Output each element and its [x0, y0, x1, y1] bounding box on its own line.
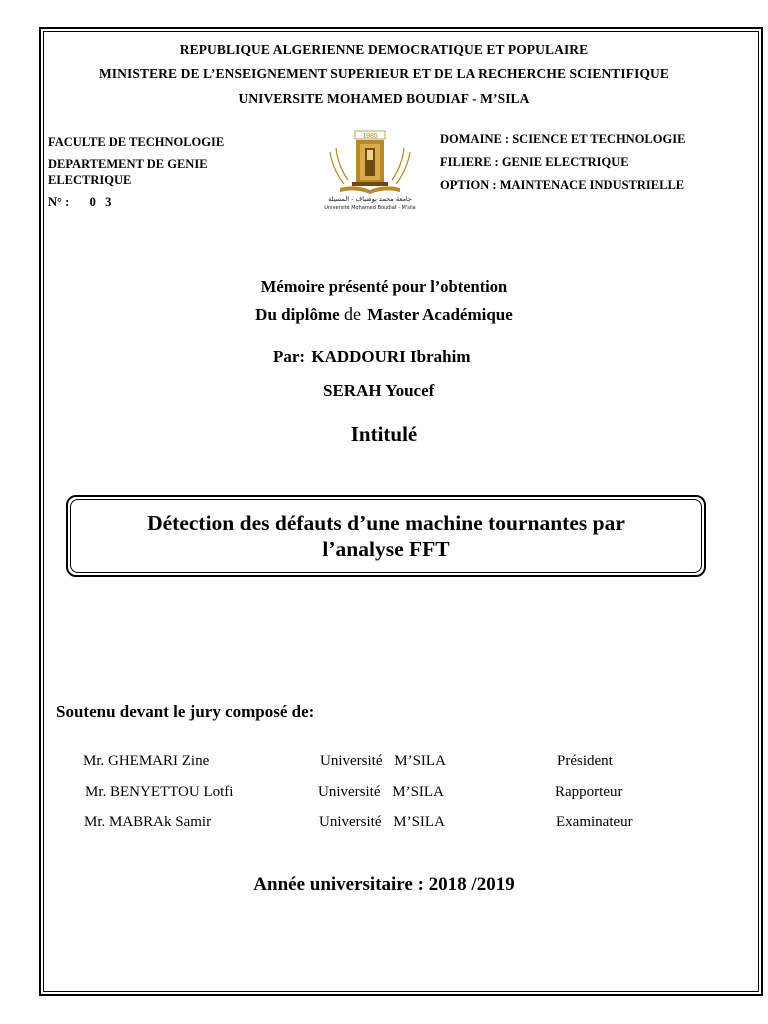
- jury-member-university: [319, 814, 445, 831]
- option-label: OPTION : MAINTENACE INDUSTRIELLE: [440, 178, 685, 192]
- logo-arabic-text: جامعة محمد بوضياف - المسيلة: [328, 195, 412, 203]
- academic-year: Année universitaire : 2018 /2019: [253, 874, 515, 895]
- jury-member-university: [320, 753, 446, 770]
- domain-label: DOMAINE : SCIENCE ET TECHNOLOGIE: [440, 132, 686, 146]
- university-city: M’SILA: [393, 814, 445, 830]
- logo-year: 1985: [362, 133, 378, 140]
- thesis-title-line1: Détection des défauts d’une machine tournantes par: [147, 511, 625, 535]
- jury-member-university: [318, 784, 444, 801]
- faculty-label: FACULTE DE TECHNOLOGIE: [48, 135, 225, 149]
- jury-member-role: Président: [557, 753, 613, 769]
- header-republic: REPUBLIQUE ALGERIENNE DEMOCRATIQUE ET POPULAIRE: [179, 42, 589, 57]
- thesis-title-line2: l’analyse FFT: [322, 537, 450, 561]
- jury-member-role: Rapporteur: [555, 784, 623, 800]
- memoire-master: Master Académique: [367, 305, 513, 324]
- department-label-line2: ELECTRIQUE: [48, 173, 132, 187]
- memoire-line1: Mémoire présenté pour l’obtention: [260, 277, 508, 296]
- thesis-title-box: [70, 499, 702, 573]
- university-word: Université: [319, 814, 382, 830]
- memoire-de: de: [343, 304, 361, 324]
- university-logo-emblem: [318, 128, 422, 212]
- header-ministry: MINISTERE DE L’ENSEIGNEMENT SUPERIEUR ET DE LA RECHERCHE SCIENTIFIQUE: [98, 66, 670, 81]
- number-value: 0 3: [89, 195, 113, 209]
- header-university: UNIVERSITE MOHAMED BOUDIAF - M’SILA: [238, 91, 530, 106]
- jury-heading: Soutenu devant le jury composé de:: [56, 702, 315, 721]
- memoire-line2: [0, 304, 768, 325]
- authors-line1: [273, 347, 471, 367]
- university-city: M’SILA: [394, 753, 446, 769]
- intitule-label: Intitulé: [350, 422, 418, 446]
- jury-member-name: Mr. MABRAk Samir: [84, 814, 212, 830]
- university-city: M’SILA: [392, 784, 444, 800]
- logo-latin-text: Université Mohamed Boudiaf - M'sila: [324, 205, 416, 211]
- number-row: [48, 194, 112, 210]
- par-label: Par:: [273, 347, 306, 366]
- department-label-line1: DEPARTEMENT DE GENIE: [48, 157, 208, 171]
- author-2: SERAH Youcef: [323, 381, 435, 400]
- jury-member-name: Mr. GHEMARI Zine: [83, 753, 210, 769]
- university-logo: [318, 128, 422, 212]
- author-1: KADDOURI Ibrahim: [311, 347, 471, 366]
- memoire-diploma: Du diplôme: [255, 305, 340, 324]
- university-word: Université: [320, 753, 383, 769]
- number-label: N° :: [48, 195, 70, 209]
- jury-member-role: Examinateur: [556, 814, 633, 830]
- jury-member-name: Mr. BENYETTOU Lotfi: [85, 784, 234, 800]
- university-word: Université: [318, 784, 381, 800]
- filiere-label: FILIERE : GENIE ELECTRIQUE: [440, 155, 629, 169]
